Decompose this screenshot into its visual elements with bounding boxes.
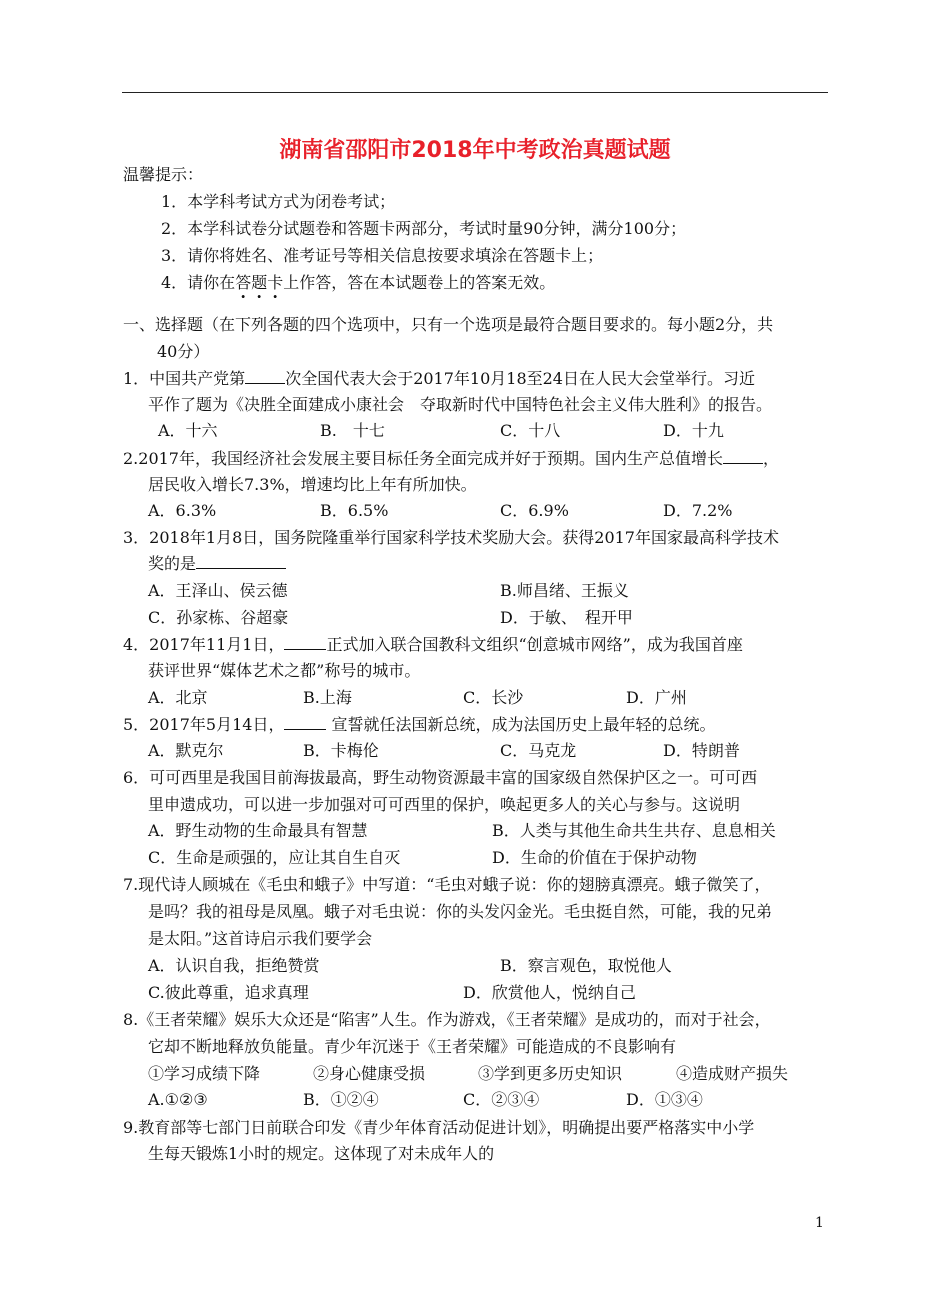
- option-c: C.彼此尊重，追求真理: [148, 983, 309, 1002]
- question-5-line1: 5．2017年5月14日， 宣誓就任法国新总统，成为法国历史上最年轻的总统。: [123, 715, 716, 734]
- option-a: A．北京: [148, 688, 208, 707]
- option-b: B.上海: [303, 688, 352, 707]
- option-c: C．长沙: [463, 688, 524, 707]
- page-number: 1: [815, 1215, 824, 1231]
- question-1-line1: 1．中国共产党第 次全国代表大会于2017年10月18至24日在人民大会堂举行。习近: [123, 369, 755, 388]
- answer-blank: [284, 713, 326, 730]
- question-7-line1: 7.现代诗人顾城在《毛虫和蛾子》中写道：“毛虫对蛾子说：你的翅膀真漂亮。蛾子微笑了，: [123, 875, 771, 894]
- question-8-line2: 它却不断地释放负能量。青少年沉迷于《王者荣耀》可能造成的不良影响有: [148, 1037, 677, 1056]
- question-3-line1: 3．2018年1月8日，国务院隆重举行国家科学技术奖励大会。获得2017年国家最高科学技术: [123, 528, 779, 547]
- question-9-line1: 9.教育部等七部门日前联合印发《青少年体育活动促进计划》，明确提出要严格落实中小学: [123, 1118, 755, 1137]
- page-title: 湖南省邵阳市2018年中考政治真题试题: [279, 138, 671, 163]
- option-d: D．7.2%: [663, 501, 733, 520]
- option-c: C．十八: [500, 421, 561, 440]
- option-b: B．察言观色，取悦他人: [500, 956, 672, 975]
- tip-item: 3．请你将姓名、准考证号等相关信息按要求填涂在答题卡上；: [161, 246, 604, 265]
- option-d: D．生命的价值在于保护动物: [492, 848, 697, 867]
- section-header-line2: 40分）: [157, 342, 210, 361]
- tip-item-4-post: 上作答，答在本试题卷上的答案无效。: [283, 273, 556, 292]
- question-4-line1: 4．2017年11月1日， 正式加入联合国教科文组织“创意城市网络”，成为我国首座: [123, 635, 743, 654]
- option-a: A.①②③: [148, 1090, 208, 1109]
- option-a: A．王泽山、侯云德: [148, 581, 288, 600]
- option-a: A．6.3%: [148, 501, 217, 520]
- answer-blank: [196, 552, 286, 569]
- emphasis-char: 卡: [267, 273, 284, 292]
- option-a: A．认识自我，拒绝赞赏: [148, 956, 320, 975]
- statement-item: ④造成财产损失: [676, 1064, 789, 1083]
- question-2-line1: 2.2017年，我国经济社会发展主要目标任务全面完成并好于预期。国内生产总值增长 ，: [123, 449, 780, 468]
- option-d: D．①③④: [626, 1090, 703, 1109]
- option-d: D．特朗普: [663, 741, 740, 760]
- statement-item: ②身心健康受损: [313, 1064, 426, 1083]
- question-9-line2: 生每天锻炼1小时的规定。这体现了对未成年人的: [148, 1144, 495, 1163]
- option-c: C．②③④: [463, 1090, 540, 1109]
- statement-item: ③学到更多历史知识: [478, 1064, 623, 1083]
- option-a: A．默克尔: [148, 741, 224, 760]
- tip-item-4-pre: 4．请你在: [161, 273, 236, 292]
- question-4-line2: 获评世界“媒体艺术之都”称号的城市。: [148, 661, 421, 680]
- option-b: B. 十七: [320, 421, 385, 440]
- option-b: B.师昌绪、王振义: [500, 581, 629, 600]
- answer-blank: [245, 367, 285, 384]
- option-a: A．十六: [158, 421, 218, 440]
- option-c: C．马克龙: [500, 741, 577, 760]
- option-d: D．广州: [626, 688, 687, 707]
- question-7-line3: 是太阳。”这首诗启示我们要学会: [148, 929, 373, 948]
- emphasis-char: 题: [251, 273, 268, 292]
- option-b: B．人类与其他生命共生共存、息息相关: [492, 821, 776, 840]
- question-7-line2: 是吗？我的祖母是凤凰。蛾子对毛虫说：你的头发闪金光。毛虫挺自然，可能，我的兄弟: [148, 902, 773, 921]
- question-2-line2: 居民收入增长7.3%，增速均比上年有所加快。: [148, 475, 477, 494]
- answer-blank: [284, 633, 326, 650]
- question-6-line2: 里申遗成功，可以进一步加强对可可西里的保护，唤起更多人的关心与参与。这说明: [148, 795, 741, 814]
- option-d: D．于敏、 程开甲: [500, 608, 633, 627]
- question-1-line2: 平作了题为《决胜全面建成小康社会 夺取新时代中国特色社会主义伟大胜利》的报告。: [148, 395, 773, 414]
- option-d: D．欣赏他人，悦纳自己: [463, 983, 636, 1002]
- section-header-line1: 一、选择题（在下列各题的四个选项中，只有一个选项是最符合题目要求的。每小题2分，共: [123, 315, 774, 334]
- option-a: A．野生动物的生命最具有智慧: [148, 821, 368, 840]
- question-6-line1: 6．可可西里是我国目前海拔最高，野生动物资源最丰富的国家级自然保护区之一。可可西: [123, 768, 758, 787]
- statement-item: ①学习成绩下降: [148, 1064, 261, 1083]
- header-rule: [122, 92, 828, 93]
- tips-heading: 温馨提示：: [123, 165, 204, 184]
- tip-item: 1．本学科考试方式为闭卷考试；: [161, 192, 396, 211]
- option-b: B．6.5%: [320, 501, 389, 520]
- tip-item: 2．本学科试卷分试题卷和答题卡两部分，考试时量90分钟，满分100分；: [161, 219, 687, 238]
- emphasis-char: 答: [235, 273, 252, 292]
- option-c: C．生命是顽强的，应让其自生自灭: [148, 848, 401, 867]
- question-8-line1: 8.《王者荣耀》娱乐大众还是“陷害”人生。作为游戏，《王者荣耀》是成功的，而对于社会，: [123, 1010, 771, 1029]
- option-c: C．6.9%: [500, 501, 569, 520]
- option-b: B．卡梅伦: [303, 741, 379, 760]
- option-b: B．①②④: [303, 1090, 379, 1109]
- tip-item-4: [161, 270, 555, 296]
- answer-blank: [723, 447, 763, 464]
- question-3-line2: 奖的是: [148, 551, 286, 577]
- option-d: D．十九: [663, 421, 724, 440]
- option-c: C．孙家栋、谷超豪: [148, 608, 289, 627]
